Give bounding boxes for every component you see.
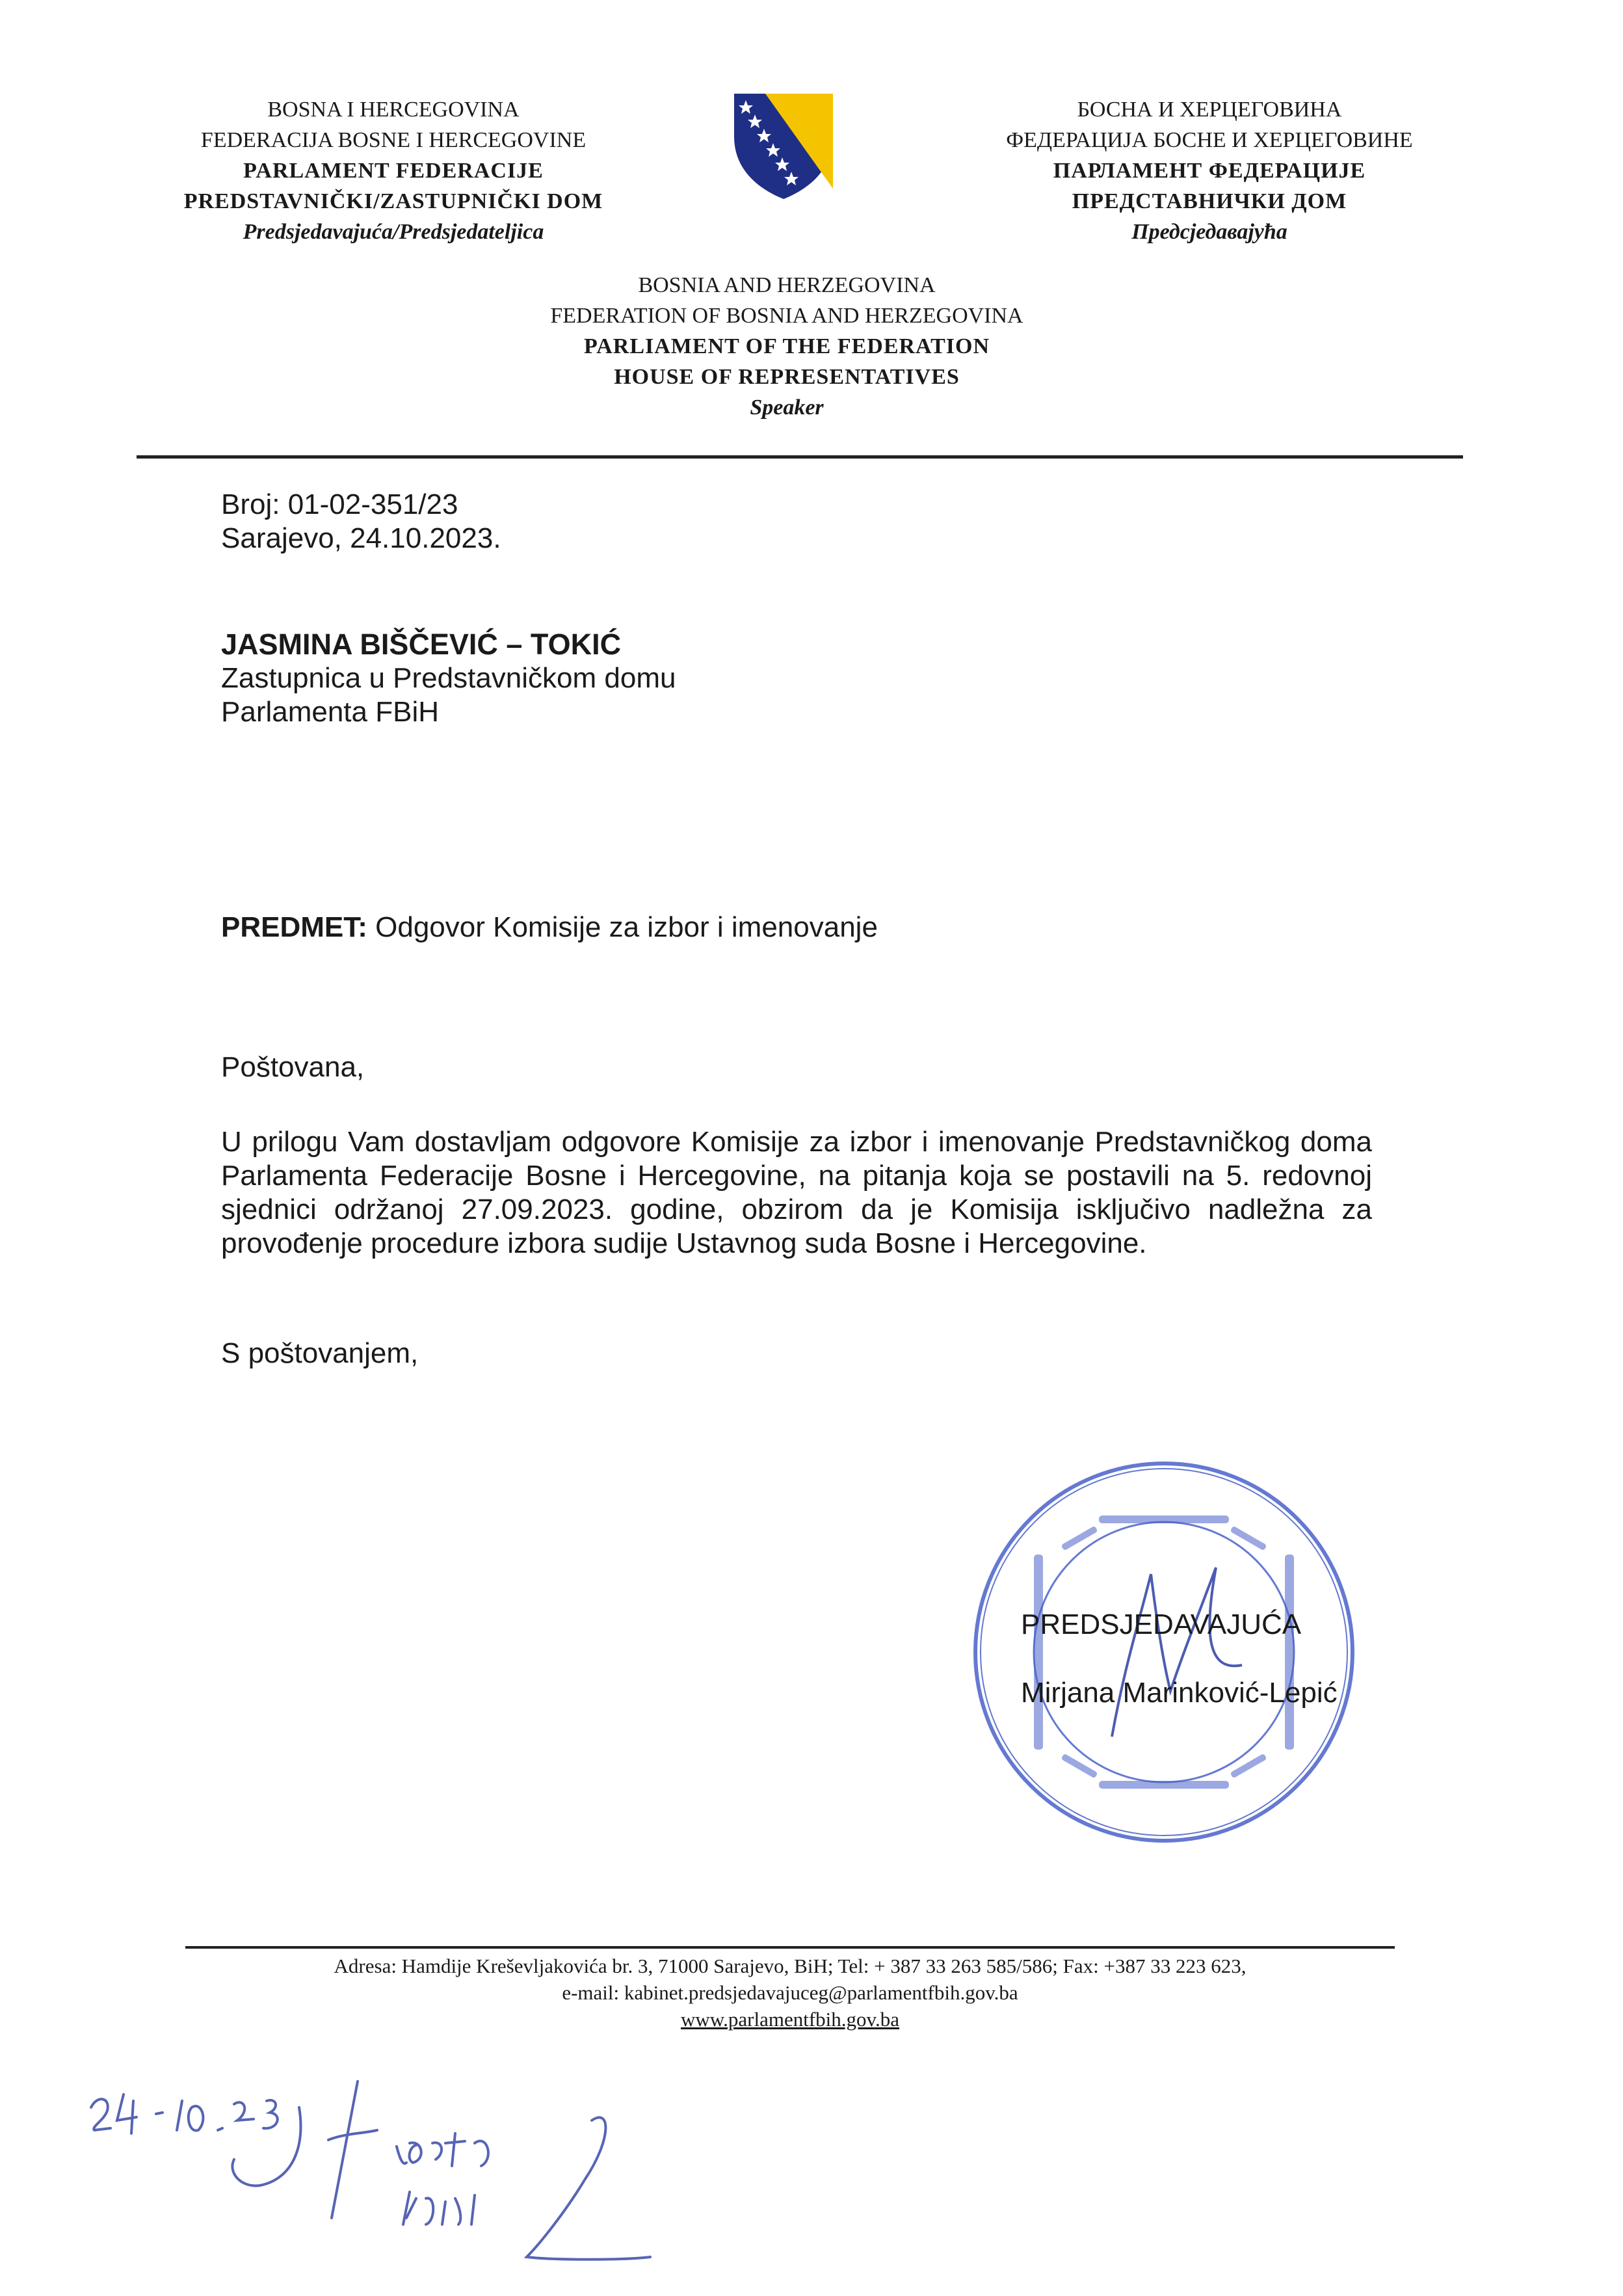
header-cyrillic-line5: Предсједавајућа	[1131, 220, 1287, 244]
handwritten-annotation-icon	[72, 2068, 657, 2276]
recipient-role: Zastupnica u Predstavničkom domu	[221, 662, 676, 694]
header-cyrillic-line3: ПАРЛАМЕНТ ФЕДЕРАЦИЈЕ	[1053, 159, 1366, 183]
footer-website: www.parlamentfbih.gov.ba	[680, 2008, 900, 2031]
closing: S poštovanjem,	[221, 1337, 419, 1369]
header-divider	[137, 455, 1463, 459]
header-cyrillic-line1: БОСНА И ХЕРЦЕГОВИНА	[1077, 98, 1342, 122]
header-english-line2: FEDERATION OF BOSNIA AND HERZEGOVINA	[550, 304, 1023, 328]
subject-text: Odgovor Komisije za izbor i imenovanje	[367, 911, 878, 943]
signatory-name: Mirjana Marinković-Lepić	[1021, 1677, 1338, 1709]
header-english-line4: HOUSE OF REPRESENTATIVES	[614, 365, 960, 389]
header-latin-line3: PARLAMENT FEDERACIJE	[243, 159, 544, 183]
recipient-institution: Parlamenta FBiH	[221, 696, 440, 728]
document-meta	[221, 488, 501, 555]
header-cyrillic-line4: ПРЕДСТАВНИЧКИ ДОМ	[1072, 189, 1347, 213]
place-date: Sarajevo, 24.10.2023.	[221, 522, 501, 554]
subject-line	[221, 911, 878, 944]
recipient-block	[221, 628, 676, 729]
footer	[195, 1953, 1385, 2033]
header-cyrillic	[930, 94, 1489, 247]
header-english	[455, 270, 1118, 423]
header-latin-line1: BOSNA I HERCEGOVINA	[267, 98, 520, 122]
header-latin-line4: PREDSTAVNIČKI/ZASTUPNIČKI DOM	[183, 189, 603, 213]
signatory-title: PREDSJEDAVAJUĆA	[1021, 1609, 1302, 1640]
bih-coat-of-arms-icon	[732, 91, 836, 202]
header-latin	[130, 94, 657, 247]
header-english-line1: BOSNIA AND HERZEGOVINA	[638, 273, 936, 297]
salutation: Poštovana,	[221, 1051, 365, 1083]
header-english-line5: Speaker	[750, 395, 824, 420]
reference-number: Broj: 01-02-351/23	[221, 488, 458, 520]
footer-address: Adresa: Hamdije Kreševljakovića br. 3, 71000 Sarajevo, BiH; Tel: + 387 33 263 585/586; Fax: +387 33 223 623,	[334, 1955, 1247, 1977]
subject-label: PREDMET:	[221, 911, 367, 943]
signature-block	[1021, 1590, 1338, 1727]
footer-divider	[185, 1946, 1395, 1949]
header-latin-line5: Predsjedavajuća/Predsjedateljica	[243, 220, 544, 244]
header-cyrillic-line2: ФЕДЕРАЦИЈА БОСНЕ И ХЕРЦЕГОВИНЕ	[1006, 128, 1413, 152]
body-paragraph: U prilogu Vam dostavljam odgovore Komisije za izbor i imenovanje Predstavničkog doma Parlamenta Federacije Bosne i Hercegovine, na pitanja koja se postavili na 5. redovnoj sjednici održanoj 27.09.2023. godine, obzirom da je Komisija isključivo nadležna za provođenje procedure izbora sudije Ustavnog suda Bosne i Hercegovine.	[221, 1126, 1372, 1259]
header-latin-line2: FEDERACIJA BOSNE I HERCEGOVINE	[200, 128, 587, 152]
footer-email: e-mail: kabinet.predsjedavajuceg@parlamentfbih.gov.ba	[562, 1981, 1018, 2004]
header-english-line3: PARLIAMENT OF THE FEDERATION	[583, 334, 990, 358]
recipient-name: JASMINA BIŠČEVIĆ – TOKIĆ	[221, 628, 622, 661]
